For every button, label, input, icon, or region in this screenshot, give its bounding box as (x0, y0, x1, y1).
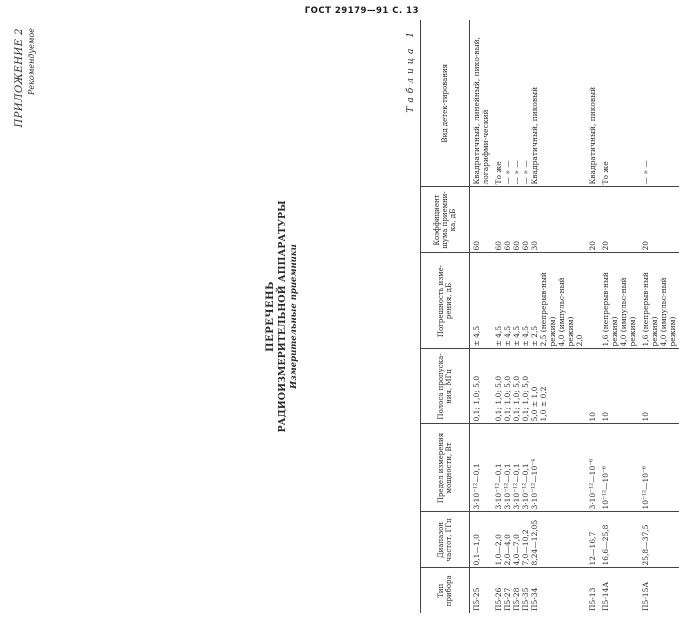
cell-power: 10⁻¹²—10⁻⁶ (639, 424, 679, 512)
table-label: Таблица 1 (406, 28, 416, 113)
cell-detect: — » — (639, 20, 679, 187)
cell-error: 1,6 (непрерыв-ный режим) 4,0 (импульс-ный режим) (639, 253, 679, 349)
cell-noise: 20 (586, 187, 599, 253)
table-row (586, 20, 599, 613)
cell-freq: 0,1—1,0 (470, 512, 493, 568)
cell-band: 10 (586, 349, 599, 424)
cell-power: 3·10⁻¹²—0,1 3·10⁻¹²—0,1 3·10⁻¹²—0,1 3·10⁻¹²—0,1 3·10⁻¹²—10⁻⁴ (492, 424, 586, 512)
cell-noise: 60 60 60 60 30 (492, 187, 586, 253)
cell-error: 1,6 (непрерыв-ный режим) 4,0 (импульс-ный режим) (599, 253, 639, 349)
cell-noise: 20 (639, 187, 679, 253)
title-line-2: РАДИОИЗМЕРИТЕЛЬНОЙ АППАРАТУРЫ (277, 200, 288, 433)
col-header-noise: Коэффициент шума приемни-ка, дБ (421, 187, 470, 253)
col-header-band: Полоса пропуска-ния, МГц (421, 349, 470, 424)
cell-detect: То же (599, 20, 639, 187)
table-header-row (421, 20, 470, 613)
cell-error (586, 253, 599, 349)
table-row (470, 20, 493, 613)
table-row (492, 20, 586, 613)
col-header-freq: Диапазон частот, ГГц (421, 512, 470, 568)
col-header-type: Тип прибора (421, 568, 470, 613)
cell-type: П5-15А (641, 581, 650, 611)
cell-detect: Квадратичный, линейный, пико-вый, логарифми-ческий (470, 20, 493, 187)
col-header-detect: Вид детек-тирования (421, 20, 470, 187)
cell-band: 10 (599, 349, 639, 424)
cell-freq: 16,6—25,8 (599, 512, 639, 568)
cell-type: П5-25 (472, 587, 481, 611)
cell-power: 3·10⁻¹²—10⁻⁶ (586, 424, 599, 512)
title-line-1: ПЕРЕЧЕНЬ (265, 281, 276, 352)
col-header-power: Предел измерения мощности, Вт (421, 424, 470, 512)
cell-type: П5-14А (601, 581, 610, 611)
table-row (599, 20, 639, 613)
cell-noise: 60 (470, 187, 493, 253)
title-line-3: Измерительные приемники (289, 244, 299, 389)
table-row (639, 20, 679, 613)
rotated-page-content (10, 20, 677, 613)
appendix-subtitle: Рекомендуемое (27, 28, 36, 95)
cell-detect: То же — » — — » — — » — Квадратичный, пиковый (492, 20, 586, 187)
cell-error: ± 4,5 ± 4,5 ± 4,5 ± 4,5 ± 2,5 2,5 (непрерыв-ный режим) 4,0 (импульс-ный режим) 2,0 (492, 253, 586, 349)
document-title (265, 20, 299, 613)
appendix-block (14, 28, 36, 128)
cell-detect: Квадратичный, пиковый (586, 20, 599, 187)
cell-type: П5-26 П5-27 П5-28 П5-35 П5-34 (494, 587, 539, 611)
col-header-error: Погрешность изме-рения, дБ (421, 253, 470, 349)
equipment-table (420, 20, 679, 613)
cell-band: 10 (639, 349, 679, 424)
cell-power: 3·10⁻¹²—0,1 (470, 424, 493, 512)
appendix-title: ПРИЛОЖЕНИЕ 2 (14, 28, 25, 128)
cell-power: 10⁻¹²—10⁻⁶ (599, 424, 639, 512)
page-header: ГОСТ 29179—91 С. 13 (304, 6, 419, 16)
cell-error: ± 4,5 (470, 253, 493, 349)
cell-band: 0,1; 1,0; 5,0 (470, 349, 493, 424)
cell-band: 0,1; 1,0; 5,0 0,1; 1,0; 5,0 0,1; 1,0; 5,0 0,1; 1,0; 5,0 5,0 ± 1,0 1,0 ± 0,2 (492, 349, 586, 424)
cell-type: П5-13 (588, 587, 597, 611)
cell-noise: 20 (599, 187, 639, 253)
cell-freq: 12—16,7 (586, 512, 599, 568)
cell-freq: 25,8—37,5 (639, 512, 679, 568)
cell-freq: 1,0—2,0 2,0—4,0 4,0—7,0 7,0—10,2 8,24—12,05 (492, 512, 586, 568)
